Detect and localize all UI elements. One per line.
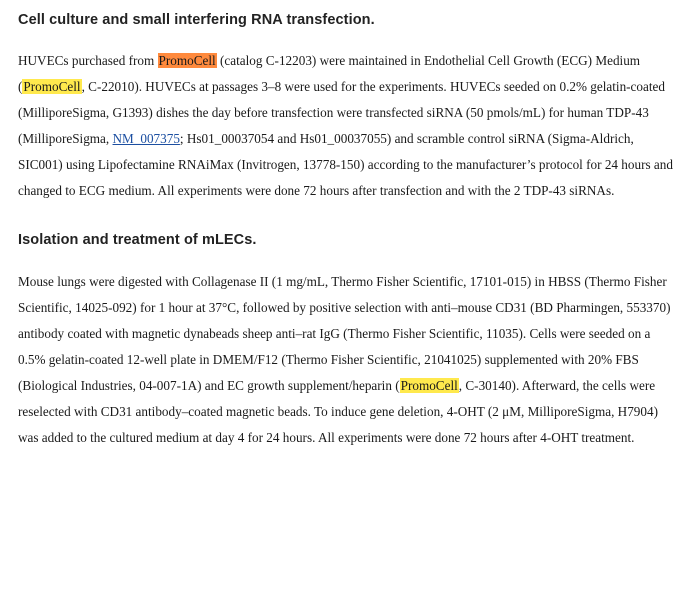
paragraph-mlecs: Mouse lungs were digested with Collagenase II (1 mg/mL, Thermo Fisher Scientific, 17101-015) in HBSS (Thermo Fisher Scientific, 14025-092) for 1 hour at 37°C, followed by positive selection with anti–mouse CD31 (BD Pharmingen, 553370) antibody coated with magnetic dynabeads sheep anti–rat IgG (Thermo Fisher Scientific, 11035). Cells were seeded on a 0.5% gelatin-coated 12-well plate in DMEM/F12 (Thermo Fisher Scientific, 21041025) supplemented with 20% FBS (Biological Industries, 04-007-1A) and EC growth supplement/heparin (PromoCell, C-30140). Afterward, the cells were reselected with CD31 antibody–coated magnetic beads. To induce gene deletion, 4-OHT (2 μM, MilliporeSigma, H7904) was added to the cultured medium at day 4 for 24 hours. All experiments were done 72 hours after 4-OHT treatment. bbox=[18, 273, 671, 445]
paragraph-cell-culture: HUVECs purchased from PromoCell (catalog C-12203) were maintained in Endothelial Cell Growth (ECG) Medium (PromoCell, C-22010). HUVECs at passages 3–8 were used for the experiments. HUVECs seeded on 0.2% gelatin-coated (MilliporeSigma, G1393) dishes the day before transfection were transfected siRNA (50 pmols/mL) for human TDP-43 (MilliporeSigma, NM_007375; Hs01_00037054 and Hs01_00037055) and scramble control siRNA (Sigma-Aldrich, SIC001) using Lipofectamine RNAiMax (Invitrogen, 13778-150) according to the manufacturer’s protocol for 24 hours and changed to ECG medium. All experiments were done 72 hours after transfection and with the 2 TDP-43 siRNAs. bbox=[18, 53, 673, 199]
accession-link[interactable]: NM_007375 bbox=[112, 131, 180, 147]
highlight-promocell-yellow: PromoCell bbox=[400, 377, 458, 393]
section-heading-cell-culture: Cell culture and small interfering RNA transfection. bbox=[18, 12, 375, 28]
highlight-promocell-yellow: PromoCell bbox=[23, 79, 81, 95]
highlight-promocell-orange: PromoCell bbox=[158, 53, 216, 69]
section-heading-mlecs: Isolation and treatment of mLECs. bbox=[18, 232, 257, 249]
